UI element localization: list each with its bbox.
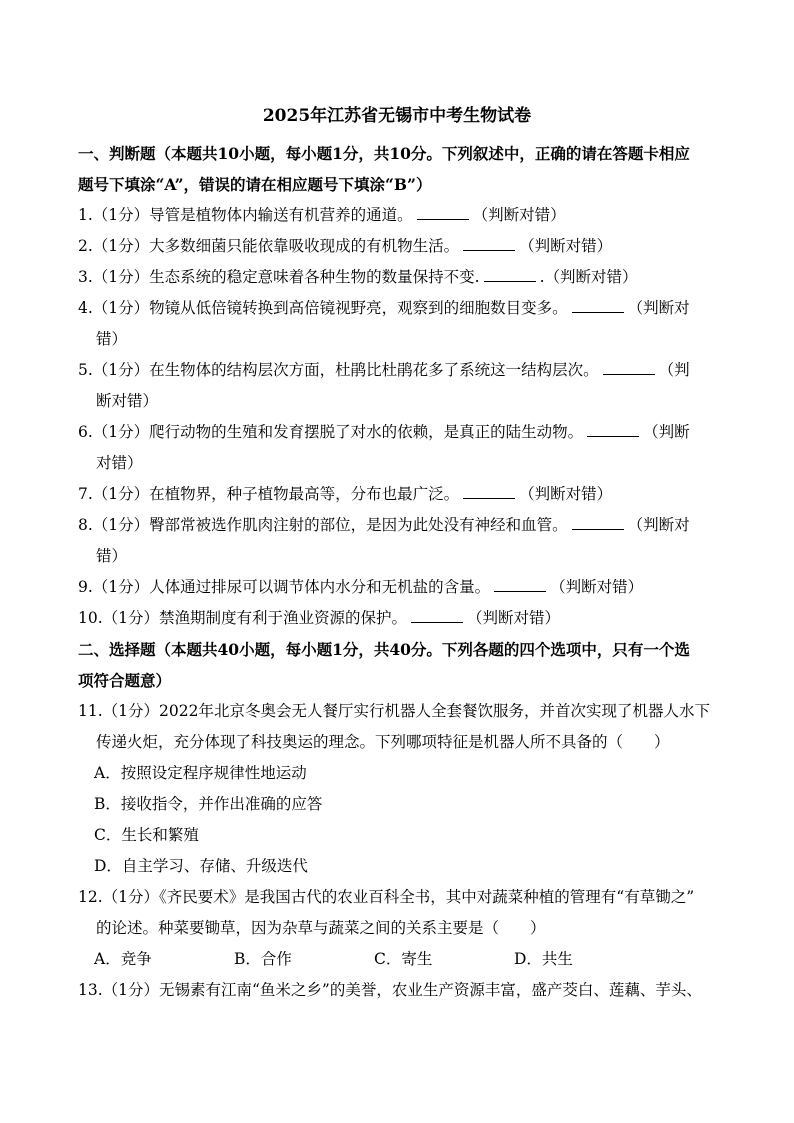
answer-blank[interactable] (463, 234, 515, 251)
question-text: 3.（1分）生态系统的稳定意味着各种生物的数量保持不变. (78, 268, 480, 286)
question-continuation: 的论述。种菜要锄草，因为杂草与蔬菜之间的关系主要是（ ） (96, 919, 546, 937)
question-7 (78, 479, 728, 510)
options-row (94, 944, 694, 975)
question-suffix: （判断对 (627, 299, 690, 317)
question-text: 11.（1分）2022年北京冬奥会无人餐厅实行机器人全套餐饮服务，并首次实现了机器人水下 (78, 702, 710, 720)
question-text: 7.（1分）在植物界，种子植物最高等，分布也最广泛。 (78, 485, 460, 503)
question-text: 1.（1分）导管是植物体内输送有机营养的通道。 (78, 206, 413, 224)
answer-blank[interactable] (417, 203, 469, 220)
question-2 (78, 231, 728, 262)
question-suffix: （判断对错） (519, 237, 613, 255)
section-1-header (78, 138, 728, 200)
answer-blank[interactable] (572, 513, 624, 530)
question-text: 10.（1分）禁渔期制度有利于渔业资源的保护。 (78, 609, 408, 627)
section-2-line-2: 项符合题意） (78, 671, 172, 690)
answer-blank[interactable] (494, 575, 546, 592)
question-9 (78, 572, 728, 603)
question-3 (78, 262, 728, 293)
question-4 (78, 293, 728, 355)
option-d[interactable]: D．共生 (514, 950, 573, 968)
question-text: 9.（1分）人体通过排尿可以调节体内水分和无机盐的含量。 (78, 578, 491, 596)
question-continuation: 错） (96, 547, 128, 565)
question-continuation: 传递火炬，充分体现了科技奥运的理念。下列哪项特征是机器人所不具备的（ ） (96, 733, 670, 751)
question-1 (78, 200, 728, 231)
question-suffix: （判断对错） (550, 578, 644, 596)
answer-blank[interactable] (603, 358, 655, 375)
question-suffix: （判 (658, 361, 690, 379)
question-6 (78, 417, 728, 479)
question-text: 5.（1分）在生物体的结构层次方面，杜鹃比杜鹃花多了系统这一结构层次。 (78, 361, 599, 379)
question-text: 2.（1分）大多数细菌只能依靠吸收现成的有机物生活。 (78, 237, 460, 255)
question-suffix: （判断对错） (472, 206, 566, 224)
question-continuation: 对错） (96, 454, 143, 472)
question-suffix: （判断对错） (467, 609, 561, 627)
question-text: 8.（1分）臀部常被选作肌肉注射的部位，是因为此处没有神经和血管。 (78, 516, 568, 534)
answer-blank[interactable] (587, 420, 639, 437)
question-suffix: （判断对错） (519, 485, 613, 503)
page-title: 2025年江苏省无锡市中考生物试卷 (262, 106, 532, 126)
section-2-header (78, 634, 728, 696)
answer-blank[interactable] (411, 606, 463, 623)
question-11 (78, 696, 728, 758)
option-a[interactable]: A．按照设定程序规律性地运动 (94, 764, 307, 782)
option-b[interactable]: B．接收指令，并作出准确的应答 (94, 795, 323, 813)
option-d[interactable]: D．自主学习、存储、升级迭代 (94, 857, 308, 875)
option-c[interactable]: C．生长和繁殖 (94, 826, 199, 844)
question-suffix: （判断对 (627, 516, 690, 534)
question-13 (78, 975, 728, 1006)
question-continuation: 断对错） (96, 392, 159, 410)
question-continuation: 错） (96, 330, 128, 348)
question-suffix: .（判断对错） (539, 268, 638, 286)
answer-blank[interactable] (572, 296, 624, 313)
section-2-line-1: 二、选择题（本题共40小题，每小题1分，共40分。下列各题的四个选项中，只有一个选 (78, 640, 690, 659)
answer-blank[interactable] (463, 482, 515, 499)
option-c[interactable]: C．寄生 (374, 950, 433, 968)
question-text: 4.（1分）物镜从低倍镜转换到高倍镜视野亮，观察到的细胞数目变多。 (78, 299, 568, 317)
section-1-line-1: 一、判断题（本题共10小题，每小题1分，共10分。下列叙述中，正确的请在答题卡相应 (78, 144, 690, 163)
question-text: 13.（1分）无锡素有江南“鱼米之乡”的美誉，农业生产资源丰富，盛产茭白、莲藕、芋头、 (78, 981, 702, 999)
question-8 (78, 510, 728, 572)
question-12 (78, 882, 728, 944)
question-text: 6.（1分）爬行动物的生殖和发育摆脱了对水的依赖，是真正的陆生动物。 (78, 423, 584, 441)
question-5 (78, 355, 728, 417)
option-a[interactable]: A．竞争 (94, 950, 152, 968)
answer-blank[interactable] (484, 265, 536, 282)
option-b[interactable]: B．合作 (234, 950, 292, 968)
question-suffix: （判断 (643, 423, 690, 441)
question-10 (78, 603, 728, 634)
question-text: 12.（1分）《齐民要术》是我国古代的农业百科全书，其中对蔬菜种植的管理有“有草锄之” (78, 888, 695, 906)
section-1-line-2: 题号下填涂“A”，错误的请在相应题号下填涂“B”） (78, 175, 432, 194)
